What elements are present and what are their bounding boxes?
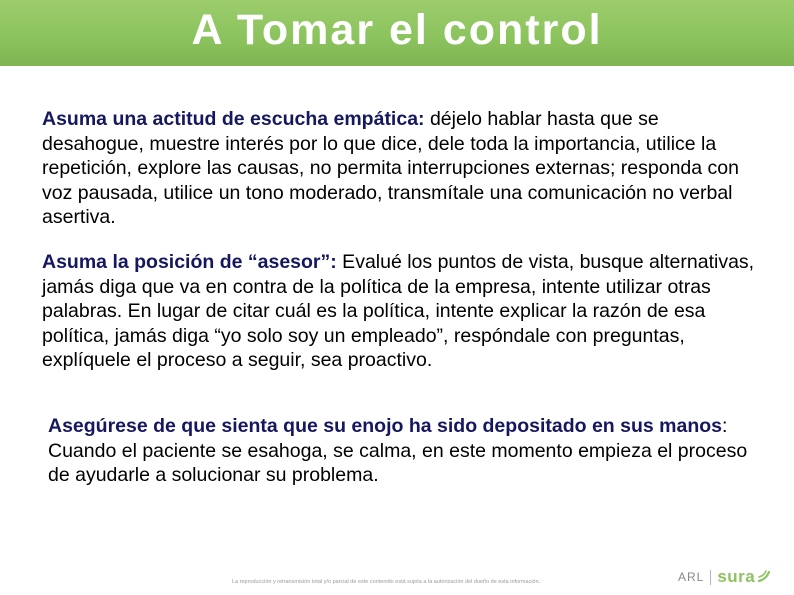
- paragraph-lead: Asuma la posición de “asesor”:: [42, 251, 337, 273]
- paragraph-escucha: [42, 107, 762, 230]
- paragraph-enojo: [48, 414, 748, 488]
- arl-sura-logo: [678, 564, 778, 590]
- paragraph-body: : Cuando el paciente se esahoga, se calma, en este momento empieza el proceso de ayudarle a solucionar su problema.: [48, 415, 748, 486]
- paragraph-body: Evalué los puntos de vista, busque alternativas, jamás diga que va en contra de la política de la empresa, intente utilizar otras palabras. En lugar de citar cuál es la política, intente explicar la razón de esa política, jamás diga “yo solo soy un empleado”, respóndale con preguntas, explíquele el proceso a seguir, sea proactivo.: [42, 251, 755, 371]
- paragraph-lead: Asegúrese de que sienta que su enojo ha sido depositado en sus manos: [48, 415, 722, 437]
- title-bar: [0, 0, 794, 66]
- paragraph-asesor: [42, 250, 770, 373]
- footer-disclaimer: La reproducción y retransmisión total y/o parcial de este contenido está sujeta a la autorización del dueño de esta información.: [232, 579, 541, 585]
- logo-sura-text: sura: [717, 567, 756, 586]
- logo-divider: [710, 570, 711, 585]
- paragraph-body: déjelo hablar hasta que se desahogue, muestre interés por lo que dice, dele toda la importancia, utilice la repetición, explore las causas, no permita interrupciones externas; responda con voz pausada, utilice un tono moderado, transmítale una comunicación no verbal asertiva.: [42, 108, 739, 228]
- sura-swoosh-icon: [757, 569, 771, 585]
- slide-title: A Tomar el control: [191, 6, 603, 54]
- logo-arl-text: ARL: [678, 570, 705, 584]
- paragraph-lead: Asuma una actitud de escucha empática:: [42, 108, 425, 130]
